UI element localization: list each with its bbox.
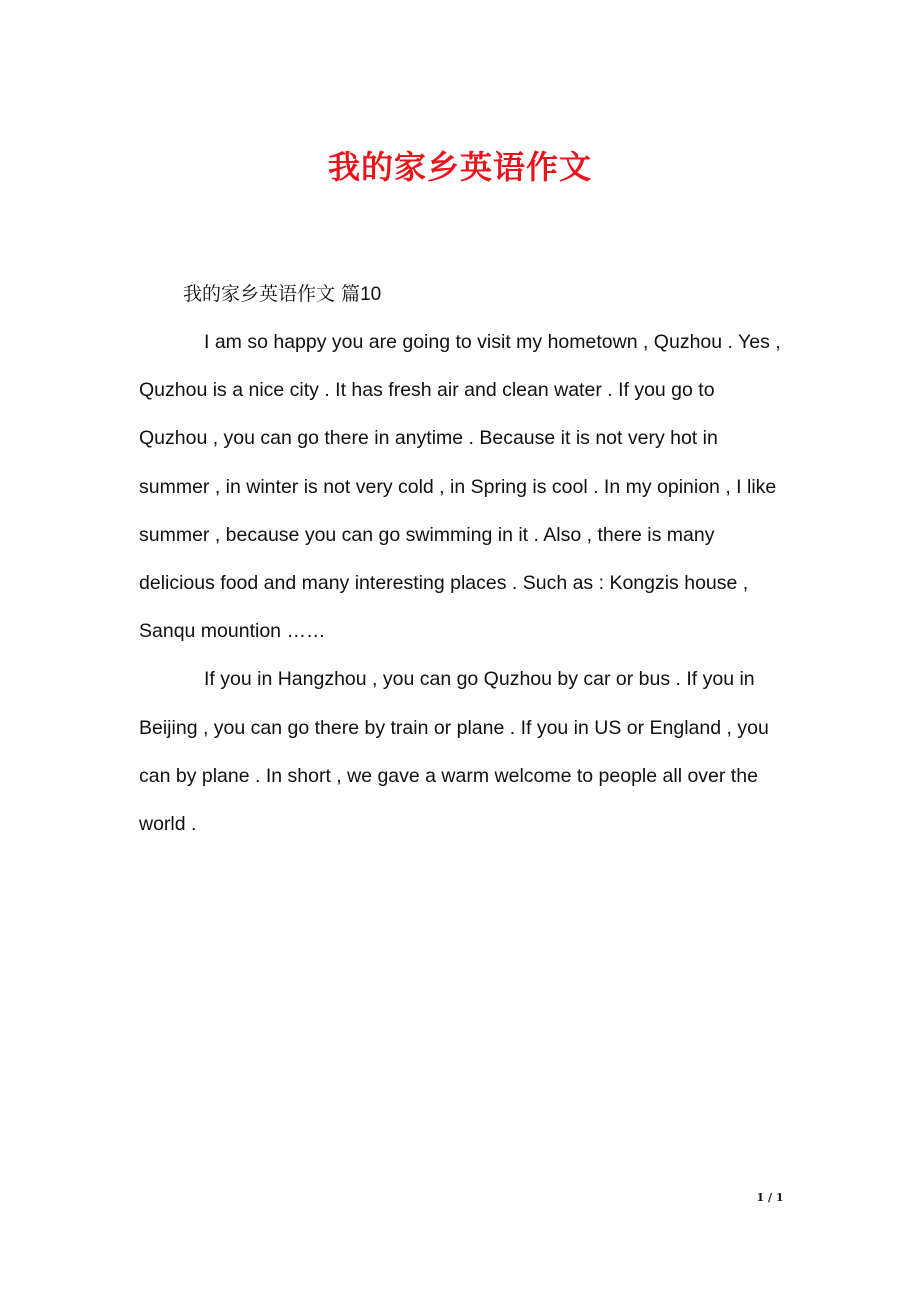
page-indicator: 1 / 1 xyxy=(756,1191,784,1204)
document-body xyxy=(139,318,783,848)
section-heading xyxy=(183,280,381,309)
document-title: 我的家乡英语作文 xyxy=(327,148,592,186)
paragraph-1: I am so happy you are going to visit my hometown , Quzhou . Yes , Quzhou is a nice city . It has fresh air and clean water . If you go to Quzhou , you can go there in anytime . Because it is not very hot in summer , in winter is not very cold , in Spring is cool . In my opinion , I like summer , because you can go swimming in it . Also , there is many delicious food and many interesting places . Such as : Kongzis house , Sanqu mountion …… xyxy=(139,331,781,643)
section-heading-label: 我的家乡英语作文 xyxy=(183,283,336,305)
paragraph-2: If you in Hangzhou , you can go Quzhou by car or bus . If you in Beijing , you can go there by train or plane . If you in US or England , you can by plane . In short , we gave a warm welcome to people all over the world . xyxy=(139,668,769,836)
section-heading-number: 篇10 xyxy=(341,284,382,305)
